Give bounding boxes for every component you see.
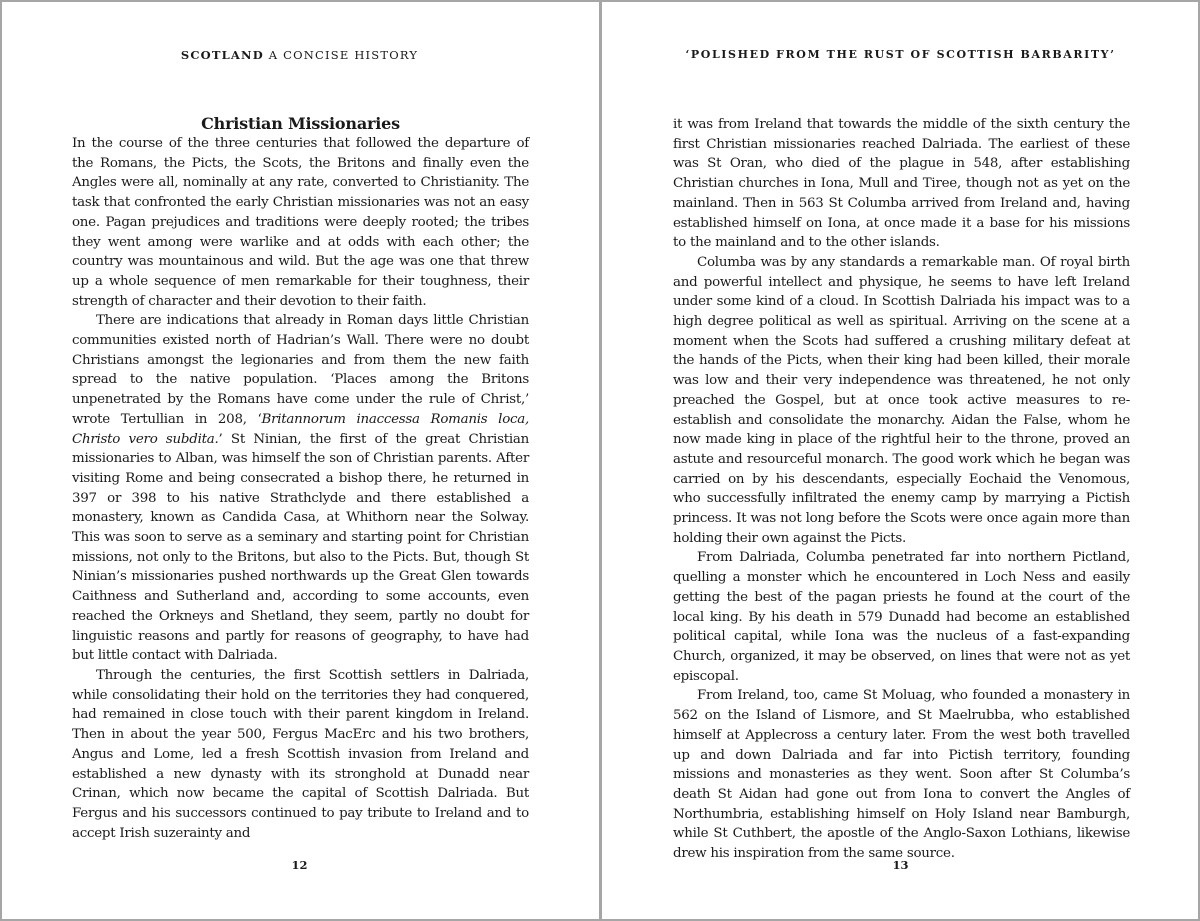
page-number-left: 12 xyxy=(291,858,308,872)
paragraph: Through the centuries, the first Scottish settlers in Dalriada, while consolidating their hold on the territories they had conquered, had remained in close touch with their parent kingdom in Ireland. Then in about the year 500, Fergus MacErc and his two brothers, Angus and Lome, led a fresh Scottish invasion from Ireland and established a new dynasty with its stronghold at Dunadd near Crinan, which now became the capital of Scottish Dalriada. But Fergus and his successors continued to pay tribute to Ireland and to accept Irish suzerainty and xyxy=(72,667,529,841)
running-head-right: ‘POLISHED FROM THE RUST OF SCOTTISH BARBARITY’ xyxy=(685,48,1116,61)
paragraph xyxy=(72,311,529,666)
left-text-block xyxy=(72,114,529,843)
left-page xyxy=(0,0,599,921)
paragraph: In the course of the three centuries that followed the departure of the Romans, the Picts, the Scots, the Britons and finally even the Angles were all, nominally at any rate, converted to Christianity. The task that confronted the early Christian missionaries was not an easy one. Pagan prejudices and traditions were deeply rooted; the tribes they went among were warlike and at odds with each other; the country was mountainous and wild. But the age was one that threw up a whole sequence of men remarkable for their toughness, their strength of character and their devotion to their faith. xyxy=(72,136,529,309)
right-page xyxy=(601,0,1200,921)
paragraph: it was from Ireland that towards the middle of the sixth century the first Christian missionaries reached Dalriada. The earliest of these was St Oran, who died of the plague in 548, after establishing Christian churches in Iona, Mull and Tiree, though not as yet on the mainland. Then in 563 St Columba arrived from Ireland and, having established himself on Iona, at once made it a base for his missions to the mainland and to the other islands. xyxy=(673,117,1130,251)
paragraph: From Dalriada, Columba penetrated far into northern Pictland, quelling a monster which he encountered in Loch Ness and easily getting the best of the pagan priests he found at the court of the local king. By his death in 579 Dunadd had become an established political capital, while Iona was the nucleus of a fast-expanding Church, organized, it may be observed, on lines that were not as yet episcopal. xyxy=(673,550,1130,684)
running-head-title: SCOTLAND xyxy=(180,48,264,62)
paragraph-text: ’ St Ninian, the first of the great Christian missionaries to Alban, was himself the son of Christian parents. After visiting Rome and being consecrated a bishop there, he returned in 397 or 398 to his native Strathclyde and there established a monastery, known as Candida Casa, at Whithorn near the Solway. This was soon to serve as a seminary and starting point for Christian missions, not only to the Britons, but also to the Picts. But, though St Ninian’s missionaries pushed northwards up the Great Glen towards Caithness and Sutherland and, according to some accounts, even reached the Orkneys and Shetland, they seem, partly no doubt for linguistic reasons and partly for reasons of geography, to have had but little contact with Dalriada. xyxy=(72,431,529,664)
paragraph-text: There are indications that already in Roman days little Christian communities existed north of Hadrian’s Wall. There were no doubt Christians amongst the legionaries and from them the new faith spread to the native population. ‘Places among the Britons unpenetrated by the Romans have come under the rule of Christ,’ wrote Tertullian in 208, ‘ xyxy=(72,313,529,427)
running-head-left xyxy=(0,48,599,62)
paragraph: Columba was by any standards a remarkable man. Of royal birth and powerful intellect and physique, he seems to have left Ireland under some kind of a cloud. In Scottish Dalriada his impact was to a high degree political as well as spiritual. Arriving on the scene at a moment when the Scots had suffered a crushing military defeat at the hands of the Picts, when their king had been killed, their morale was low and their very independence was threatened, he not only preached the Gospel, but at once took active measures to re-establish and consolidate the monarchy. Aidan the False, whom he now made king in place of the rightful heir to the throne, proved an astute and resourceful monarch. The good work which he began was carried on by his descendants, especially Eochaid the Venomous, who successfully infiltrated the enemy camp by marrying a Pictish princess. It was not long before the Scots were once again more than holding their own against the Picts. xyxy=(673,254,1130,546)
right-text-block xyxy=(673,115,1130,864)
section-heading: Christian Missionaries xyxy=(201,114,400,133)
running-head-subtitle: A CONCISE HISTORY xyxy=(263,48,419,62)
latin-quote: Britannorum inaccessa Romanis loca, Christo vero subdita. xyxy=(72,411,530,447)
paragraph: From Ireland, too, came St Moluag, who founded a monastery in 562 on the Island of Lismore, and St Maelrubba, who established himself at Applecross a century later. From the west both travelled up and down Dalriada and far into Pictish territory, founding missions and monasteries as they went. Soon after St Columba’s death St Aidan had gone out from Iona to convert the Angles of Northumbria, establishing himself on Holy Island near Bamburgh, while St Cuthbert, the apostle of the Anglo-Saxon Lothians, likewise drew his inspiration from the same source. xyxy=(673,688,1130,862)
page-number-right: 13 xyxy=(892,858,909,872)
